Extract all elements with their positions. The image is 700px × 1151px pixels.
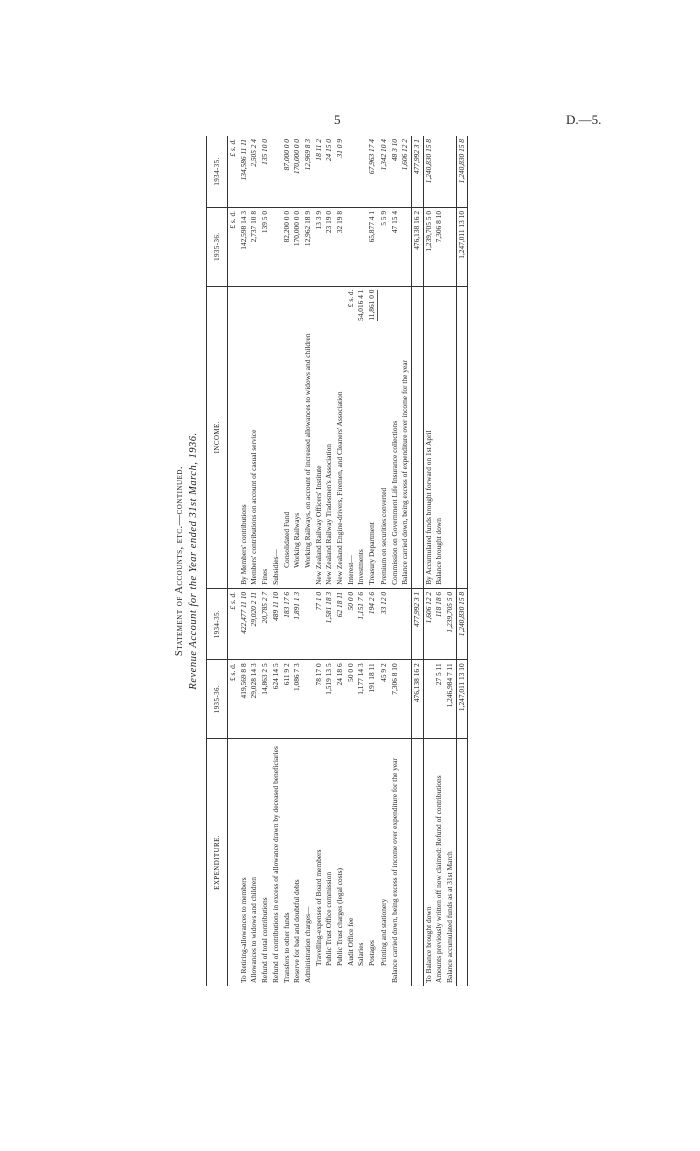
exp-cur: 1,519 13 5	[324, 660, 335, 739]
col-1934-35-header: 1934-35.	[207, 588, 228, 659]
inc-cur: 139 5 0	[260, 207, 271, 286]
page-reference: D.—5.	[566, 112, 602, 127]
currency-label: £ s. d.	[228, 588, 239, 659]
inc-cur: 1,239,705 5 0	[423, 207, 434, 286]
inc-cur: 142,598 14 3	[239, 207, 250, 286]
interest-item	[367, 286, 379, 588]
exp-label: Salaries	[356, 942, 366, 966]
exp-cur: 624 14 5	[271, 660, 282, 739]
interest-item-amount: 54,016 4 1	[356, 289, 366, 321]
col-1934-35-header: 1934-35.	[207, 136, 228, 207]
inc-label: Balance brought down	[434, 286, 445, 588]
exp-total-cur: 476,138 16 2	[411, 660, 423, 739]
interest-total-cur: 65,877 4 1	[367, 207, 379, 286]
inc-label: Working Railways, on account of increased allowances to widows and children	[303, 286, 314, 588]
currency-label: £ s. d.	[345, 289, 355, 308]
exp-cur: 24 18 6	[335, 660, 346, 739]
table-row	[282, 136, 293, 986]
exp-cur: 29,028 14 3	[249, 660, 260, 739]
inc-prev: 135 10 0	[260, 136, 271, 207]
table-row	[324, 136, 335, 986]
table-row	[271, 136, 282, 986]
exp-label: Travelling-expenses of Board members	[313, 849, 323, 966]
exp-cur: 1,246,984 7 11	[445, 660, 456, 739]
inc-cur: 47 15 4	[390, 207, 401, 286]
exp-prev: 422,477 11 10	[239, 588, 250, 659]
table-row	[367, 136, 379, 986]
table-row	[249, 136, 260, 986]
inc-prev: 18 11 2	[314, 136, 325, 207]
interest-item-label: Treasury Department	[367, 522, 377, 585]
exp-cur: 50 0 0	[346, 660, 357, 739]
inc-prev: 170,000 0 0	[292, 136, 303, 207]
inc-prev: 1,342 10 4	[379, 136, 390, 207]
page-number: 5	[334, 112, 341, 127]
inc-cur: 13 3 9	[314, 207, 325, 286]
inc-label: By Accumulated funds brought forward on 1st April	[423, 286, 434, 588]
inc-grand-total-prev: 1,240,830 15 8	[456, 136, 468, 207]
table-row	[346, 136, 357, 986]
exp-prev: 118 18 6	[434, 588, 445, 659]
exp-cur: 1,177 14 3	[356, 660, 367, 739]
exp-label: Public Trust charges (legal costs)	[335, 868, 345, 966]
inc-prev: 12,969 8 3	[303, 136, 314, 207]
table-header-row	[207, 136, 228, 986]
col-1935-36-header: 1935-36.	[207, 660, 228, 739]
table-row	[314, 136, 325, 986]
exp-cur: 14,863 2 5	[260, 660, 271, 739]
inc-label: New Zealand Railway Officers' Institute	[314, 286, 325, 588]
table-row	[239, 136, 250, 986]
inc-cur: 82,200 0 0	[282, 207, 293, 286]
inc-label: Consolidated Fund	[282, 286, 293, 588]
inc-prev: 1,606 12 2	[400, 136, 411, 207]
inc-total-cur: 476,138 16 2	[411, 207, 423, 286]
exp-label: Allowances to widows and children	[249, 877, 259, 983]
interest-heading: Interest—	[345, 555, 355, 585]
exp-cur: 611 9 2	[282, 660, 293, 739]
income-header: INCOME.	[207, 286, 228, 588]
rotated-statement	[160, 136, 560, 986]
table-row	[356, 136, 367, 986]
exp-label: Balance carried down, being excess of income over expenditure for the year	[389, 758, 399, 983]
exp-cur: 419,569 8 8	[239, 660, 250, 739]
inc-label: Balance carried down, being excess of expenditure over income for the year	[400, 286, 411, 588]
exp-cur: 45 9 2	[379, 660, 390, 739]
exp-label: Refund of contributions in excess of allowance drawn by deceased beneficiaries	[270, 746, 280, 983]
table-row	[335, 136, 346, 986]
inc-prev: 1,240,830 15 8	[423, 136, 434, 207]
inc-prev: 134,586 11 11	[239, 136, 250, 207]
exp-label: Reserve for bad and doubtful debts	[292, 879, 302, 983]
table-row	[400, 136, 411, 986]
exp-prev: 77 1 0	[314, 588, 325, 659]
exp-prev: 1,891 1 3	[292, 588, 303, 659]
exp-label: Refund of total contributions	[260, 897, 270, 983]
statement-title: Statement of Accounts, etc.—continued.	[174, 465, 185, 657]
inc-prev: 24 15 0	[324, 136, 335, 207]
grand-totals-row	[456, 136, 468, 986]
interest-total-prev: 67,963 17 4	[367, 136, 379, 207]
table-row	[434, 136, 445, 986]
inc-cur: 5 5 9	[379, 207, 390, 286]
currency-label: £ s. d.	[228, 660, 239, 739]
exp-prev: 194 2 6	[367, 588, 379, 659]
inc-label: New Zealand Engine-drivers, Firemen, and Cleaners' Association	[335, 286, 346, 588]
table-row	[390, 136, 401, 986]
currency-label: £ s. d.	[228, 136, 239, 207]
inc-prev: 31 0 9	[335, 136, 346, 207]
inc-cur: 170,000 0 0	[292, 207, 303, 286]
exp-prev: 1,151 7 6	[356, 588, 367, 659]
inc-cur: 23 19 0	[324, 207, 335, 286]
interest-item	[356, 286, 367, 588]
exp-prev: 1,606 12 2	[423, 588, 434, 659]
inc-cur: 32 19 8	[335, 207, 346, 286]
inc-label: Working Railways	[292, 286, 303, 588]
inc-cur: 2,737 10 8	[249, 207, 260, 286]
table-row	[292, 136, 303, 986]
exp-label: To Balance brought down	[423, 738, 434, 986]
inc-label: Commission on Government Life Insurance collections	[390, 286, 401, 588]
exp-prev	[390, 588, 401, 659]
exp-prev: 183 17 6	[282, 588, 293, 659]
exp-label: Balance accumulated funds as at 31st March	[445, 851, 455, 983]
inc-label: By Members' contributions	[239, 286, 250, 588]
exp-prev: 1,581 18 3	[324, 588, 335, 659]
table-row	[445, 136, 456, 986]
exp-grand-total-cur: 1,247,011 13 10	[456, 660, 468, 739]
exp-prev: 489 11 10	[271, 588, 282, 659]
exp-prev: 1,239,705 5 0	[445, 588, 456, 659]
table-row	[303, 136, 314, 986]
exp-total-prev: 477,992 3 1	[411, 588, 423, 659]
col-1935-36-header: 1935-36.	[207, 207, 228, 286]
exp-grand-total-prev: 1,240,830 15 8	[456, 588, 468, 659]
exp-cur: 1,086 7 3	[292, 660, 303, 739]
exp-label: Public Trust Office commission	[324, 871, 334, 966]
exp-label: To Retiring-allowances to members	[238, 877, 248, 983]
exp-prev: 20,785 2 7	[260, 588, 271, 659]
inc-cur: 7,306 8 10	[434, 207, 445, 286]
interest-label	[346, 286, 357, 588]
exp-label: Audit Office fee	[345, 917, 355, 966]
statement-subtitle: Revenue Account for the Year ended 31st March, 1936.	[188, 432, 199, 690]
inc-prev: 48 3 10	[390, 136, 401, 207]
exp-cur: 7,306 8 10	[390, 660, 401, 739]
interest-item-amount: 11,861 0 0	[367, 289, 377, 321]
exp-prev: 62 18 11	[335, 588, 346, 659]
inc-grand-total-cur: 1,247,011 13 10	[456, 207, 468, 286]
currency-label: £ s. d.	[228, 207, 239, 286]
inc-label: Fines	[260, 286, 271, 588]
exp-label: Postages	[367, 940, 377, 966]
exp-label: Printing and stationery	[378, 898, 388, 966]
exp-label: Amounts previously written off now claimed: Refund of contributions	[434, 775, 444, 983]
exp-prev: 50 0 0	[346, 588, 357, 659]
table-row	[423, 136, 434, 986]
inc-cur: 12,962 18 9	[303, 207, 314, 286]
exp-cur: 191 18 11	[367, 660, 379, 739]
inc-label: New Zealand Railway Tradesmen's Association	[324, 286, 335, 588]
inc-label: Members' contributions on account of casual service	[249, 286, 260, 588]
inc-label: Subsidies—	[271, 286, 282, 588]
interest-item-label: Investments	[356, 549, 366, 585]
exp-label: Transfers to other funds	[281, 912, 291, 983]
exp-label: Administration charges—	[302, 906, 312, 983]
inc-label: Premium on securities converted	[379, 286, 390, 588]
exp-prev: 29,020 2 11	[249, 588, 260, 659]
inc-prev: 87,000 0 0	[282, 136, 293, 207]
inc-total-prev: 477,992 3 1	[411, 136, 423, 207]
exp-cur: 78 17 0	[314, 660, 325, 739]
totals-row	[411, 136, 423, 986]
revenue-account-table	[206, 136, 468, 986]
exp-cur: 27 5 11	[434, 660, 445, 739]
currency-row	[228, 136, 239, 986]
exp-prev: 33 12 0	[379, 588, 390, 659]
expenditure-header: EXPENDITURE.	[207, 738, 228, 986]
inc-prev: 2,505 2 4	[249, 136, 260, 207]
table-row	[379, 136, 390, 986]
table-row	[260, 136, 271, 986]
